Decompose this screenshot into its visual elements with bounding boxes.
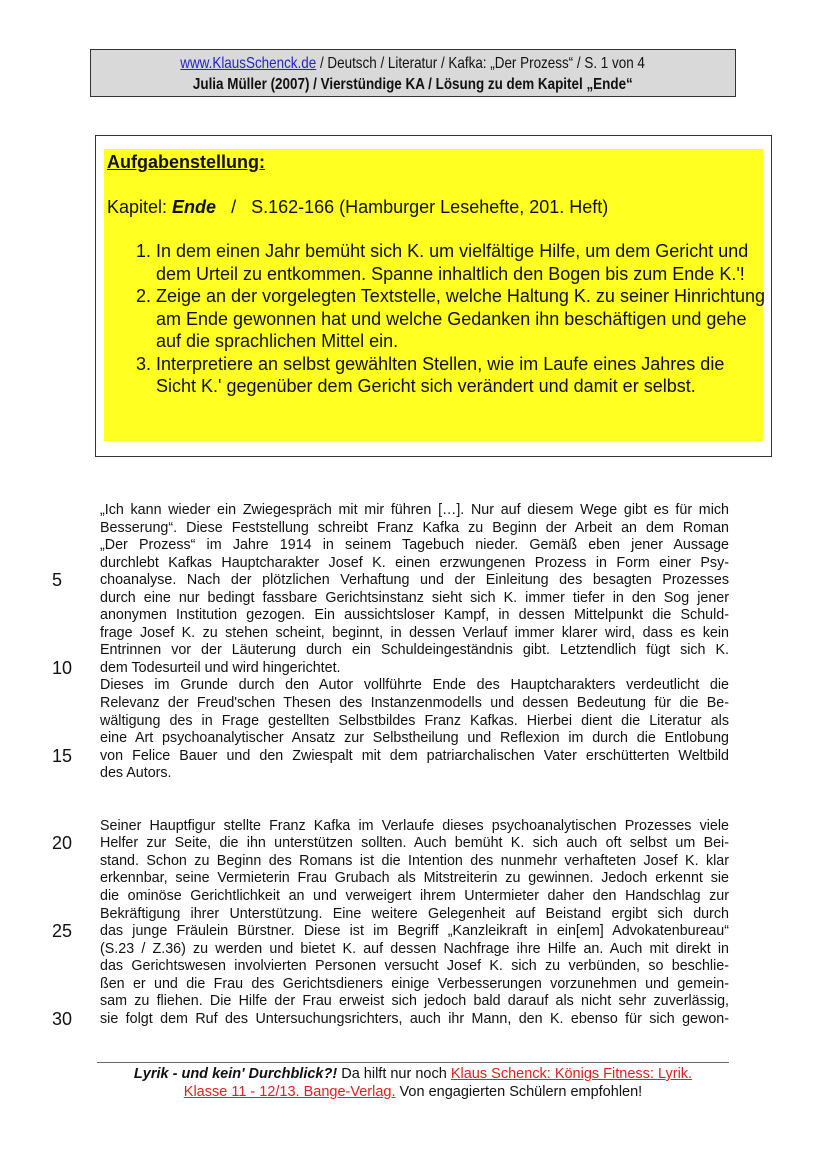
text-line xyxy=(100,800,729,818)
essay-body xyxy=(100,502,729,1028)
task-highlight xyxy=(104,149,766,441)
text-line: Helfer zur Seite, die ihn unterstützen sollten. Auch bemüht K. sich auch oft selbst um Bei- xyxy=(100,835,729,852)
footer-divider xyxy=(97,1062,729,1063)
text-line: choanalyse. Nach der plötzlichen Verhaftung und der Einleitung des besagten Prozesses xyxy=(100,572,729,589)
text-line xyxy=(100,783,729,801)
text-line: Besserung“. Diese Feststellung schreibt Franz Kafka zu Beginn der Arbeit an dem Roman xyxy=(100,519,729,536)
chapter-name: Ende xyxy=(172,197,217,217)
text-line: „Ich kann wieder ein Zwiegespräch mit mir führen […]. Nur auf diesem Wege gibt es für mich xyxy=(100,502,729,518)
task-item: 3. Interpretiere an selbst gewählten Stellen, wie im Laufe eines Jahres die Sicht K.' gegenüber dem Gericht sich verändert und damit er selbst. xyxy=(156,353,766,398)
text-line: Seiner Hauptfigur stellte Franz Kafka im Verlaufe dieses psychoanalytischen Prozesses viele xyxy=(100,817,729,834)
text-line: anonymen Institution gezogen. Ein aussichtsloser Kampf, in dessen Mittelpunkt die Schuld- xyxy=(100,607,729,624)
text-line: das Gerichtswesen involvierten Personen versucht Josef K. sich zu verbünden, so beschlie- xyxy=(100,958,729,975)
text-line: stand. Schon zu Beginn des Romans ist die Intention des nunmehr verhafteten Josef K. klar xyxy=(100,852,729,869)
text-line: des Autors. xyxy=(100,765,172,782)
text-line: frage Josef K. zu stehen scheint, beginnt, in dessen Verlauf immer klarer wird, dass es kein xyxy=(100,624,729,641)
chapter-prefix: Kapitel: xyxy=(107,197,173,217)
text-line: das junge Fräulein Bürstner. Diese ist im Begriff „Kanzleikraft in ein[em] Advokatenbureau“ xyxy=(100,923,729,940)
text-line: sam zu fliehen. Die Hilfe der Frau erweist sich jedoch bald darauf als nicht sehr zuverlässig, xyxy=(100,993,729,1010)
line-number: 20 xyxy=(52,833,73,854)
text-line: dem Todesurteil und wird hingerichtet. xyxy=(100,659,341,676)
text-line: sie folgt dem Ruf des Untersuchungsrichters, auch ihr Mann, den K. ebenso für sich gewon- xyxy=(100,1010,729,1027)
task-list xyxy=(126,240,766,398)
text-line: (S.23 / Z.36) zu werden und bietet K. auf dessen Nachfrage ihre Hilfe an. Auch mit direkt in xyxy=(100,940,729,957)
text-line: erkennbar, seine Vermieterin Frau Grubach als Mitstreiterin zu gewinnen. Jedoch erkennt sie xyxy=(100,870,729,887)
text-line: von Felice Bauer und den Zwiespalt mit dem patriarchalischen Vater erschütterten Weltbild xyxy=(100,747,729,764)
line-number: 25 xyxy=(52,921,73,942)
text-line: Dieses im Grunde durch den Autor vollführte Ende des Hauptcharakters verdeutlicht die xyxy=(100,677,729,694)
text-line: Entrinnen vor der Läuterung durch ein Schuldeingeständnis gibt. Letztendlich fügt sich K. xyxy=(100,642,729,659)
text-line: Bekräftigung ihrer Unterstützung. Eine weitere Gelegenheit auf Beistand ergibt sich durch xyxy=(100,905,729,922)
text-line: eine Art psychoanalytischer Ansatz zur Selbstheilung und Reflexion im durch die Entlobung xyxy=(100,730,729,747)
chapter-line xyxy=(107,196,608,219)
footer xyxy=(97,1065,729,1101)
footer-slogan: Lyrik - und kein' Durchblick?! xyxy=(133,1066,338,1082)
chapter-source: / S.162-166 (Hamburger Lesehefte, 201. Heft) xyxy=(216,197,609,217)
header-subtitle: Julia Müller (2007) / Vierstündige KA / Lösung zu dem Kapitel „Ende“ xyxy=(193,76,633,93)
text-line: durch eine nur bedingt fassbare Gerichtsinstanz sieht sich K. immer tiefer in den Sog jener xyxy=(100,589,729,606)
task-item: 1. In dem einen Jahr bemüht sich K. um vielfältige Hilfe, um dem Gericht und dem Urteil zu entkommen. Spanne inhaltlich den Bogen bis zum Ende K.'! xyxy=(156,240,766,285)
line-number: 30 xyxy=(52,1008,73,1029)
footer-text: Da hilft nur noch xyxy=(337,1066,451,1082)
text-line: durchlebt Kafkas Hauptcharakter Josef K. einen erzwungenen Prozess in Form einer Psy- xyxy=(100,554,729,571)
task-heading: Aufgabenstellung: xyxy=(107,152,265,172)
text-line: wältigung des in Frage gestellten Selbstbildes Franz Kafkas. Hierbei dient die Literatur als xyxy=(100,712,729,729)
book-link[interactable]: Klaus Schenck: Königs Fitness: Lyrik. xyxy=(450,1066,693,1082)
line-number: 10 xyxy=(52,657,73,678)
footer-recommendation: Von engagierten Schülern empfohlen! xyxy=(395,1084,643,1100)
page-header xyxy=(90,49,736,97)
task-box xyxy=(95,135,772,457)
task-item: 2. Zeige an der vorgelegten Textstelle, welche Haltung K. zu seiner Hinrichtung am Ende gewonnen hat und welche Gedanken ihn beschäftigen und gehe auf die sprachlichen Mittel ein. xyxy=(156,285,766,353)
text-line: „Der Prozess“ im Jahre 1914 in seinem Tagebuch nieder. Gemäß eben jener Aussage xyxy=(100,537,729,554)
text-line: ßen er und die Frau des Gerichtsdieners einige Verbesserungen vorzunehmen und gemein- xyxy=(100,975,729,992)
text-line: Relevanz der Freud'schen Thesen des Instanzenmodells und dessen Bedeutung für die Be- xyxy=(100,695,729,712)
publisher-link[interactable]: Klasse 11 - 12/13. Bange-Verlag. xyxy=(183,1084,396,1100)
line-number: 15 xyxy=(52,745,73,766)
header-breadcrumb: / Deutsch / Literatur / Kafka: „Der Prozess“ / S. 1 von 4 xyxy=(316,55,646,72)
line-number: 5 xyxy=(52,570,63,591)
website-link[interactable]: www.KlausSchenck.de xyxy=(180,55,317,72)
text-line: die ominöse Gerichtlichkeit an und verweigert ihrem Untermieter daher den Handschlag zur xyxy=(100,888,729,905)
